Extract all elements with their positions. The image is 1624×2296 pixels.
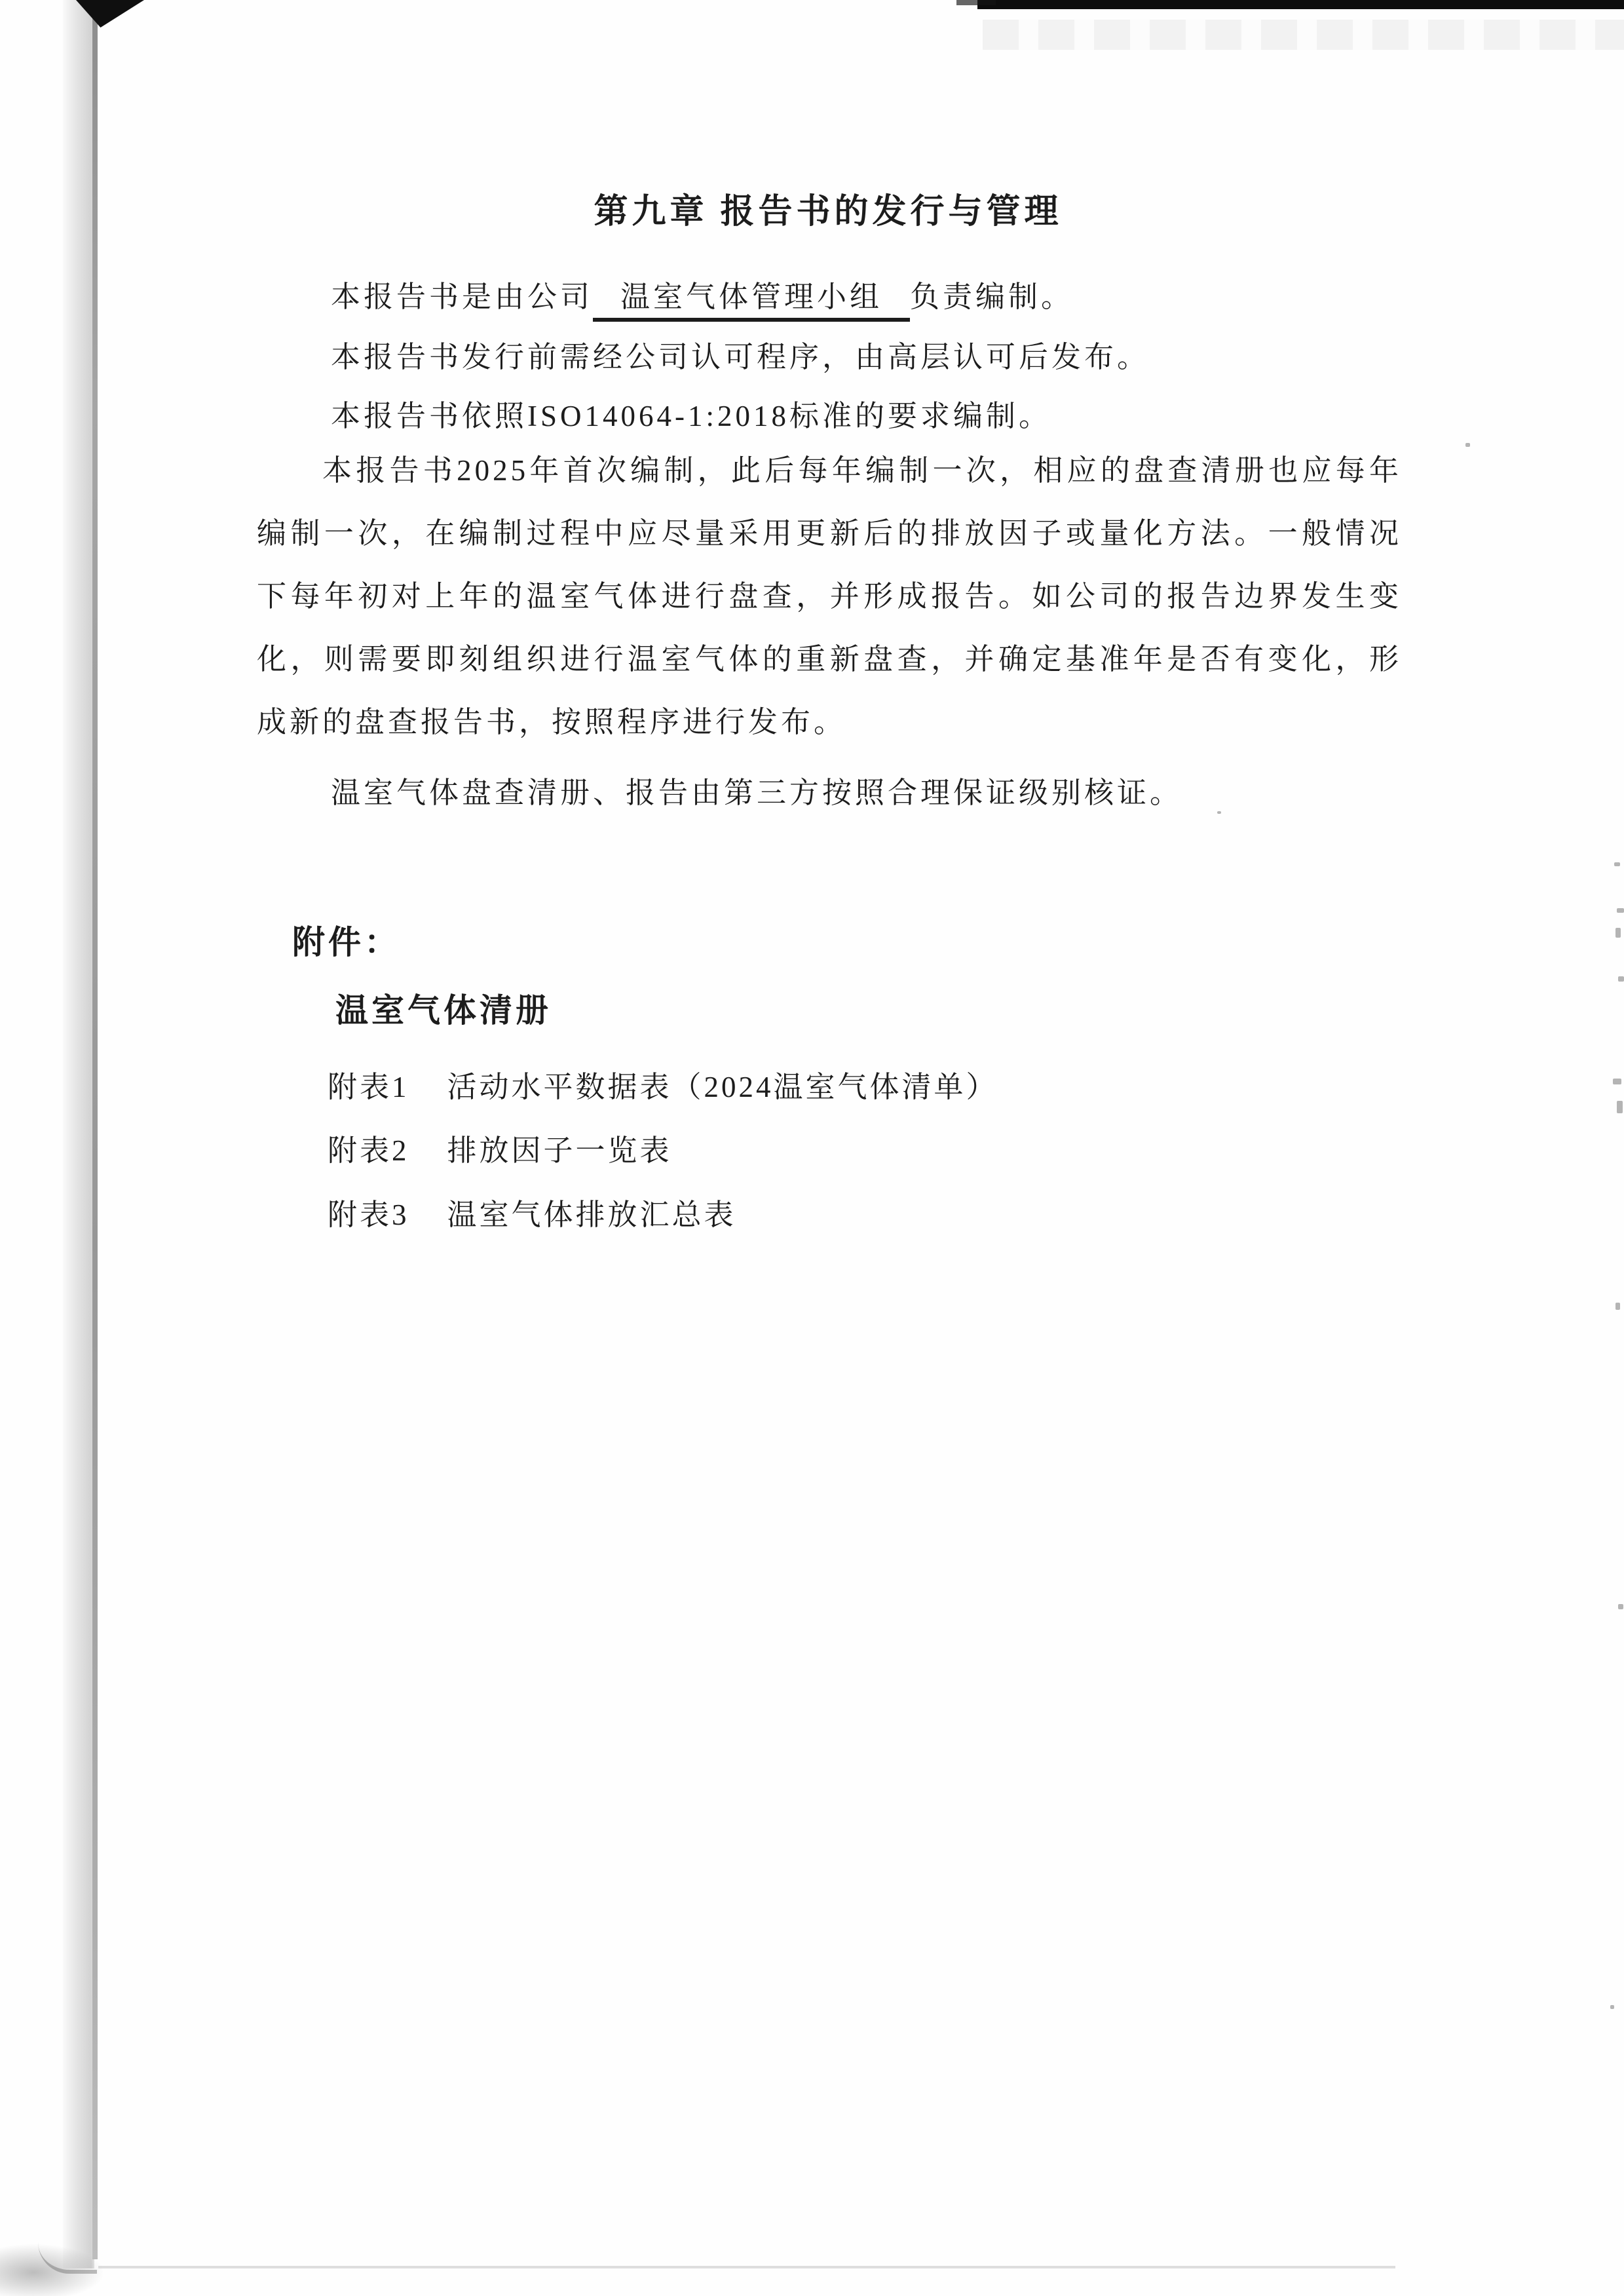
scan-bottom-shadow-line bbox=[98, 2266, 1395, 2268]
scan-left-edge-band bbox=[63, 0, 94, 2268]
compiled-by-suffix: 负责编制。 bbox=[910, 280, 1074, 313]
attachments-heading: 附件： bbox=[292, 924, 400, 961]
scan-speck bbox=[1617, 1101, 1623, 1113]
scan-speck bbox=[1615, 1303, 1620, 1310]
attachment-item-2-label: 附表2 bbox=[328, 1134, 409, 1167]
scan-speck bbox=[1615, 928, 1621, 938]
paragraph-standard: 本报告书依照ISO14064-1:2018标准的要求编制。 bbox=[331, 400, 1051, 432]
company-group-underlined: 温室气体管理小组 bbox=[593, 273, 910, 322]
attachment-item-1-label: 附表1 bbox=[328, 1071, 409, 1103]
scan-left-edge-line bbox=[92, 0, 98, 2259]
chapter-title: 第九章 报告书的发行与管理 bbox=[594, 193, 1063, 231]
paragraph-verification: 温室气体盘查清册、报告由第三方按照合理保证级别核证。 bbox=[331, 776, 1183, 809]
paragraph-compiled-by bbox=[331, 273, 1074, 322]
scan-bottom-left-smudge bbox=[0, 2244, 105, 2296]
compiled-by-prefix: 本报告书是由公司 bbox=[331, 280, 594, 313]
scan-speck bbox=[1618, 976, 1624, 982]
scan-speck bbox=[1617, 908, 1624, 913]
attachment-item-3-text: 温室气体排放汇总表 bbox=[447, 1198, 736, 1231]
attachment-item-1-text: 活动水平数据表（2024温室气体清单） bbox=[447, 1071, 998, 1103]
attachment-item-1 bbox=[328, 1063, 998, 1105]
paragraph-approval: 本报告书发行前需经公司认可程序，由高层认可后发布。 bbox=[331, 341, 1150, 373]
attachment-item-3 bbox=[328, 1191, 736, 1233]
scan-speck bbox=[1217, 811, 1221, 814]
scan-speck bbox=[1465, 443, 1470, 447]
scan-top-right-band bbox=[977, 0, 1624, 9]
scan-top-right-texture bbox=[983, 20, 1624, 50]
attachments-subheading: 温室气体清册 bbox=[335, 992, 552, 1029]
scan-top-right-band-fade bbox=[956, 0, 996, 5]
attachment-item-2 bbox=[328, 1126, 672, 1169]
scan-speck bbox=[1610, 2005, 1614, 2009]
attachment-item-3-label: 附表3 bbox=[328, 1198, 409, 1231]
paragraph-compilation-cycle: 本报告书2025年首次编制，此后每年编制一次，相应的盘查清册也应每年编制一次，在编制过程中应尽量采用更新后的排放因子或量化方法。一般情况下每年初对上年的温室气体进行盘查，并形成报告。如公司的报告边界发生变化，则需要即刻组织进行温室气体的重新盘查，并确定基准年是否有变化，形成新的盘查报告书，按照程序进行发布。 bbox=[257, 454, 1402, 738]
scan-speck bbox=[1613, 1079, 1621, 1084]
scan-speck bbox=[1618, 1604, 1623, 1609]
attachment-item-2-text: 排放因子一览表 bbox=[447, 1134, 672, 1167]
scan-speck bbox=[1614, 862, 1620, 866]
